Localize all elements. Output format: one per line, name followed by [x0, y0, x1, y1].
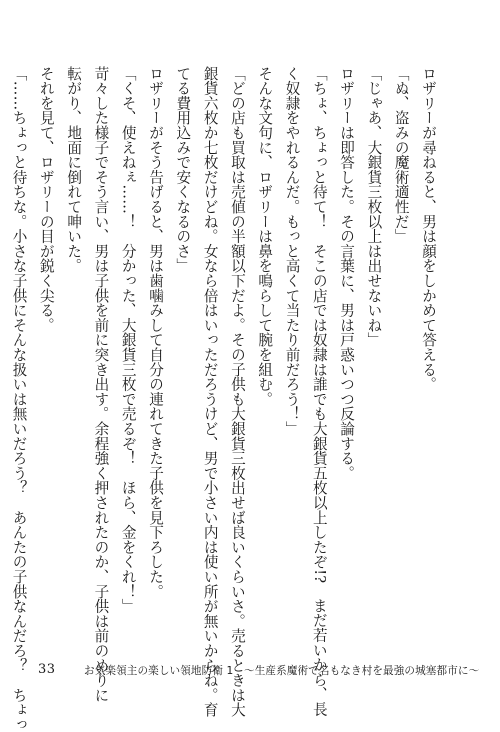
text-line-15: それを見て、ロザリーの目が鋭く尖る。 [37, 66, 55, 333]
text-line-7: そんな文句に、ロザリーは鼻を鳴らして腕を組む。 [256, 66, 274, 407]
text-line-12: 「くそ、使えねぇ……！ 分かった、大銀貨三枚で売るぞ！ ほら、金をくれ！」 [119, 66, 137, 614]
text-line-5: 「ちょ、ちょっと待て！ そこの店では奴隷は誰でも大銀貨五枚以上したぞ!? まだ若いから、長 [310, 66, 328, 717]
text-line-13: 苛々した様子でそう言い、男は子供を前に突き出す。余程強く押されたのか、子供は前のめりに [92, 66, 110, 703]
page-number: 33 [38, 662, 56, 677]
text-line-3: 「じゃあ、大銀貨三枚以上は出せないね」 [365, 66, 383, 348]
text-line-10: てる費用込みで安くなるのさ」 [174, 66, 192, 274]
text-line-1: ロザリーが尋ねると、男は顔をしかめて答える。 [420, 66, 437, 392]
text-line-9: 銀貨六枚か七枚だけどね。女なら倍はいっただろうけど、男で小さい内は使い所が無いからね。育 [201, 66, 219, 718]
text-line-16: 「……ちょっと待ちな。小さな子供にそんな扱いは無いだろう？ あんたの子供なんだろ？ ちょっ [10, 66, 28, 732]
text-line-4: ロザリーは即答した。その言葉に、男は戸惑いつつ反論する。 [338, 66, 356, 481]
running-title: お気楽領主の楽しい領地防衛 1 ～生産系魔術で名もなき村を最強の城塞都市に～ [84, 665, 480, 677]
text-line-6: く奴隷をやれるんだ。もっと高くて当たり前だろう！」 [283, 66, 301, 436]
text-line-2: 「ぬ、盗みの魔術適性だ」 [392, 66, 410, 244]
text-line-14: 転がり、地面に倒れて呻いた。 [65, 66, 83, 274]
page-footer [0, 662, 500, 682]
text-line-11: ロザリーがそう告げると、男は歯噛みして自分の連れてきた子供を見下ろした。 [147, 66, 165, 599]
text-line-8: 「どの店も買取は売値の半額以下だよ。その子供も大銀貨三枚出せば良いくらいさ。売るときは大 [228, 66, 246, 718]
